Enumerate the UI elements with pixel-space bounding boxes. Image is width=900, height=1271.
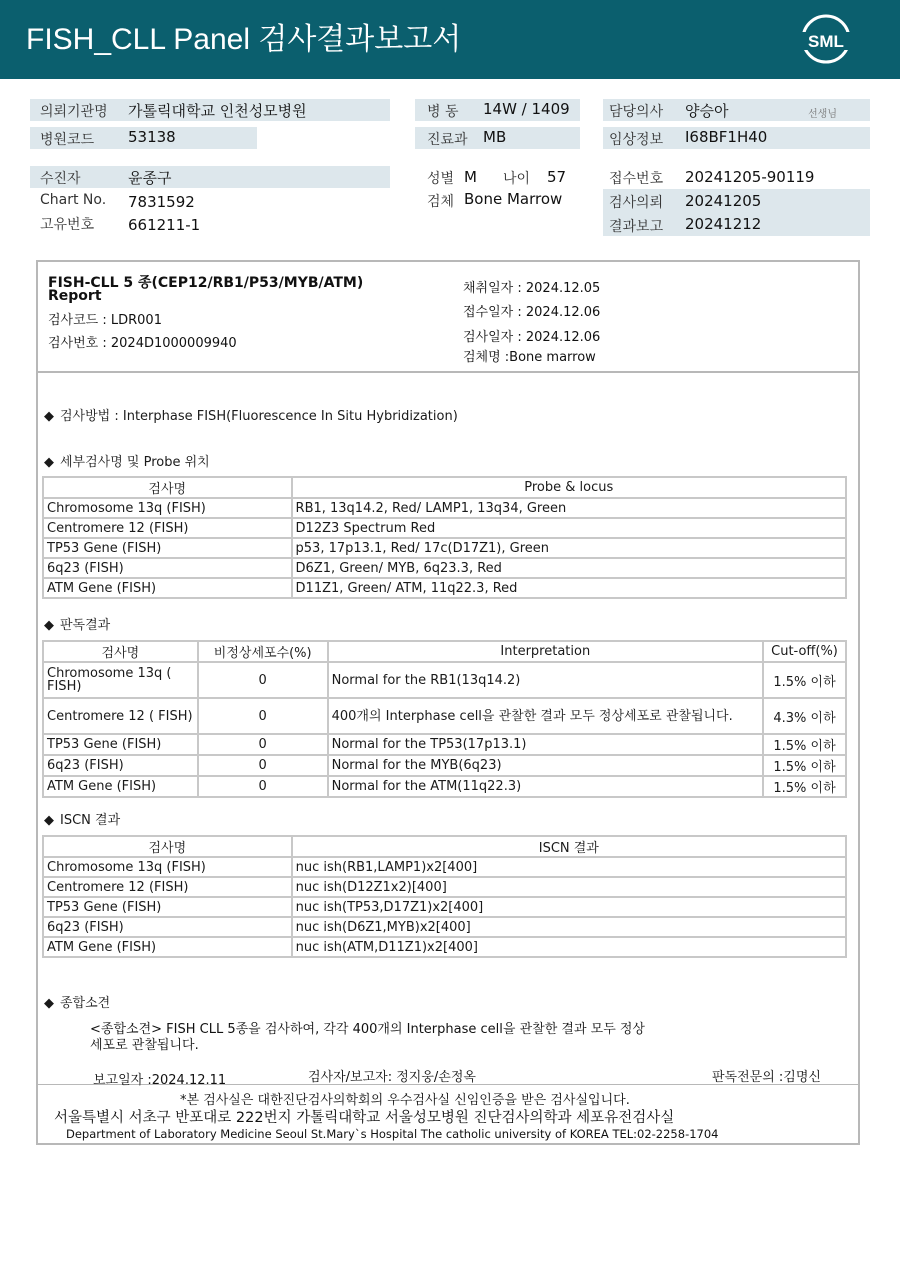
probe-locus-cell: D6Z1, Green/ MYB, 6q23.3, Red (292, 558, 846, 578)
age-value: 57 (547, 168, 567, 186)
doctor-suffix: 선생님 (808, 109, 837, 120)
receipt-value: 20241205-90119 (685, 168, 815, 186)
sex-label: 성별 (427, 171, 455, 187)
specialist: 판독전문의 :김명신 (712, 1070, 821, 1085)
probe-test-cell: 6q23 (FISH) (43, 558, 292, 578)
probe-section-title (44, 451, 210, 470)
probe-test-cell: ATM Gene (FISH) (43, 578, 292, 598)
table-row (43, 518, 846, 538)
diamond-bullet-icon: ◆ (44, 618, 54, 633)
result-test-cell: TP53 Gene (FISH) (43, 734, 198, 755)
iscn-result-cell: nuc ish(D6Z1,MYB)x2[400] (292, 917, 846, 937)
examiner: 검사자/보고자: 정지웅/손정옥 (308, 1070, 476, 1085)
probe-table (42, 476, 847, 599)
iscn-section-label: ISCN 결과 (60, 813, 121, 828)
specimen-name: 검체명 :Bone marrow (463, 350, 596, 365)
result-interpretation-cell: Normal for the ATM(11q22.3) (328, 776, 763, 797)
table-row (43, 857, 846, 877)
result-table (42, 640, 847, 798)
summary-section-label: 종합소견 (60, 996, 111, 1011)
probe-locus-cell: RB1, 13q14.2, Red/ LAMP1, 13q34, Green (292, 498, 846, 518)
result-abnormal-cell: 0 (198, 776, 328, 797)
patient-value: 윤종구 (128, 169, 172, 187)
probe-section-label: 세부검사명 및 Probe 위치 (60, 455, 210, 470)
clinical-label: 임상정보 (609, 132, 664, 148)
iscn-test-cell: Chromosome 13q (FISH) (43, 857, 292, 877)
probe-test-cell: Chromosome 13q (FISH) (43, 498, 292, 518)
result-interpretation-cell: Normal for the TP53(17p13.1) (328, 734, 763, 755)
result-abnormal-cell: 0 (198, 755, 328, 776)
iscn-result-cell: nuc ish(RB1,LAMP1)x2[400] (292, 857, 846, 877)
receipt-label: 접수번호 (609, 171, 664, 187)
test-title-report: Report (48, 288, 102, 304)
iscn-result-cell: nuc ish(D12Z1x2)[400] (292, 877, 846, 897)
result-interpretation-cell: Normal for the RB1(13q14.2) (328, 662, 763, 698)
probe-header-locus: Probe & locus (292, 477, 846, 498)
institution-value: 가톨릭대학교 인천성모병원 (128, 102, 307, 120)
report-date: 보고일자 :2024.12.11 (93, 1073, 227, 1088)
age-label: 나이 (503, 171, 531, 187)
result-cutoff-cell: 1.5% 이하 (763, 734, 846, 755)
chart-label: Chart No. (40, 192, 107, 208)
table-row (43, 698, 846, 734)
probe-locus-cell: D11Z1, Green/ ATM, 11q22.3, Red (292, 578, 846, 598)
iscn-result-cell: nuc ish(TP53,D17Z1)x2[400] (292, 897, 846, 917)
uid-value: 661211-1 (128, 216, 201, 234)
table-row (43, 734, 846, 755)
result-value: 20241212 (685, 215, 762, 233)
table-row (43, 897, 846, 917)
result-section-title (44, 614, 110, 633)
table-row (43, 755, 846, 776)
doctor-label: 담당의사 (609, 104, 664, 120)
result-header-interpretation: Interpretation (328, 641, 763, 662)
department-line: Department of Laboratory Medicine Seoul St.Mary`s Hospital The catholic university of KOREA TEL:02-2258-1704 (66, 1127, 719, 1141)
certification-note: *본 검사실은 대한진단검사의학회의 우수검사실 신임인증을 받은 검사실입니다. (180, 1093, 630, 1108)
result-cutoff-cell: 4.3% 이하 (763, 698, 846, 734)
test-number: 검사번호 : 2024D1000009940 (48, 336, 237, 351)
iscn-section-title (44, 809, 120, 828)
table-row (43, 558, 846, 578)
result-cutoff-cell: 1.5% 이하 (763, 662, 846, 698)
iscn-table (42, 835, 847, 958)
uid-label: 고유번호 (40, 217, 95, 233)
ward-label: 병 동 (427, 104, 459, 120)
ward-value: 14W / 1409 (483, 100, 570, 118)
report-header-divider (38, 371, 858, 373)
table-row (43, 578, 846, 598)
sex-value: M (464, 168, 477, 186)
result-label: 결과보고 (609, 219, 664, 235)
lab-address: 서울특별시 서초구 반포대로 222번지 가톨릭대학교 서울성모병원 진단검사의학과 세포유전검사실 (54, 1110, 675, 1126)
hospital-code-label: 병원코드 (40, 132, 95, 148)
probe-header-test: 검사명 (43, 477, 292, 498)
result-test-cell: Centromere 12 ( FISH) (43, 698, 198, 734)
iscn-header-result: ISCN 결과 (292, 836, 846, 857)
result-section-label: 판독결과 (60, 618, 111, 633)
table-row (43, 776, 846, 797)
dept-value: MB (483, 128, 507, 146)
diamond-bullet-icon: ◆ (44, 455, 54, 470)
dept-label: 진료과 (427, 132, 468, 148)
table-row (43, 877, 846, 897)
patient-row-bg (30, 166, 390, 188)
table-row (43, 538, 846, 558)
iscn-test-cell: ATM Gene (FISH) (43, 937, 292, 957)
chart-value: 7831592 (128, 193, 195, 211)
result-abnormal-cell: 0 (198, 734, 328, 755)
diamond-bullet-icon: ◆ (44, 996, 54, 1011)
table-row (43, 498, 846, 518)
page-title: FISH_CLL Panel 검사결과보고서 (26, 23, 462, 56)
iscn-test-cell: TP53 Gene (FISH) (43, 897, 292, 917)
collect-date: 채취일자 : 2024.12.05 (463, 281, 601, 296)
doctor-value: 양승아 (685, 102, 729, 120)
method-line (44, 405, 458, 424)
probe-test-cell: Centromere 12 (FISH) (43, 518, 292, 538)
result-abnormal-cell: 0 (198, 698, 328, 734)
institution-label: 의뢰기관명 (40, 104, 108, 120)
result-header-abnormal: 비정상세포수(%) (198, 641, 328, 662)
table-row (43, 917, 846, 937)
probe-locus-cell: D12Z3 Spectrum Red (292, 518, 846, 538)
request-value: 20241205 (685, 192, 762, 210)
result-interpretation-cell: Normal for the MYB(6q23) (328, 755, 763, 776)
probe-locus-cell: p53, 17p13.1, Red/ 17c(D17Z1), Green (292, 538, 846, 558)
iscn-test-cell: 6q23 (FISH) (43, 917, 292, 937)
hospital-code-value: 53138 (128, 128, 176, 146)
diamond-bullet-icon: ◆ (44, 813, 54, 828)
iscn-test-cell: Centromere 12 (FISH) (43, 877, 292, 897)
request-label: 검사의뢰 (609, 195, 664, 211)
exam-date: 검사일자 : 2024.12.06 (463, 330, 601, 345)
table-row (43, 937, 846, 957)
specimen-label: 검체 (427, 194, 455, 210)
specimen-value: Bone Marrow (464, 190, 563, 208)
result-header-cutoff: Cut-off(%) (763, 641, 846, 662)
iscn-result-cell: nuc ish(ATM,D11Z1)x2[400] (292, 937, 846, 957)
result-header-test: 검사명 (43, 641, 198, 662)
result-abnormal-cell: 0 (198, 662, 328, 698)
probe-test-cell: TP53 Gene (FISH) (43, 538, 292, 558)
sml-logo (800, 13, 852, 65)
patient-label: 수진자 (40, 171, 81, 187)
diamond-bullet-icon: ◆ (44, 409, 54, 424)
result-test-cell: Chromosome 13q ( FISH) (43, 662, 198, 698)
test-code: 검사코드 : LDR001 (48, 313, 162, 328)
clinical-value: I68BF1H40 (685, 128, 768, 146)
summary-line-2: 세포로 관찰됩니다. (90, 1038, 199, 1053)
result-test-cell: ATM Gene (FISH) (43, 776, 198, 797)
svg-text:SML: SML (808, 32, 844, 51)
summary-line-1: <종합소견> FISH CLL 5종을 검사하여, 각각 400개의 Interphase cell을 관찰한 결과 모두 정상 (90, 1022, 645, 1037)
table-row (43, 662, 846, 698)
summary-section-title (44, 992, 110, 1011)
test-title: FISH-CLL 5 종(CEP12/RB1/P53/MYB/ATM) (48, 275, 364, 291)
result-cutoff-cell: 1.5% 이하 (763, 776, 846, 797)
result-interpretation-cell: 400개의 Interphase cell을 관찰한 결과 모두 정상세포로 관찰됩니다. (328, 698, 763, 734)
iscn-header-test: 검사명 (43, 836, 292, 857)
method-text: 검사방법 : Interphase FISH(Fluorescence In Situ Hybridization) (60, 409, 458, 424)
result-test-cell: 6q23 (FISH) (43, 755, 198, 776)
result-cutoff-cell: 1.5% 이하 (763, 755, 846, 776)
receive-date: 접수일자 : 2024.12.06 (463, 305, 601, 320)
